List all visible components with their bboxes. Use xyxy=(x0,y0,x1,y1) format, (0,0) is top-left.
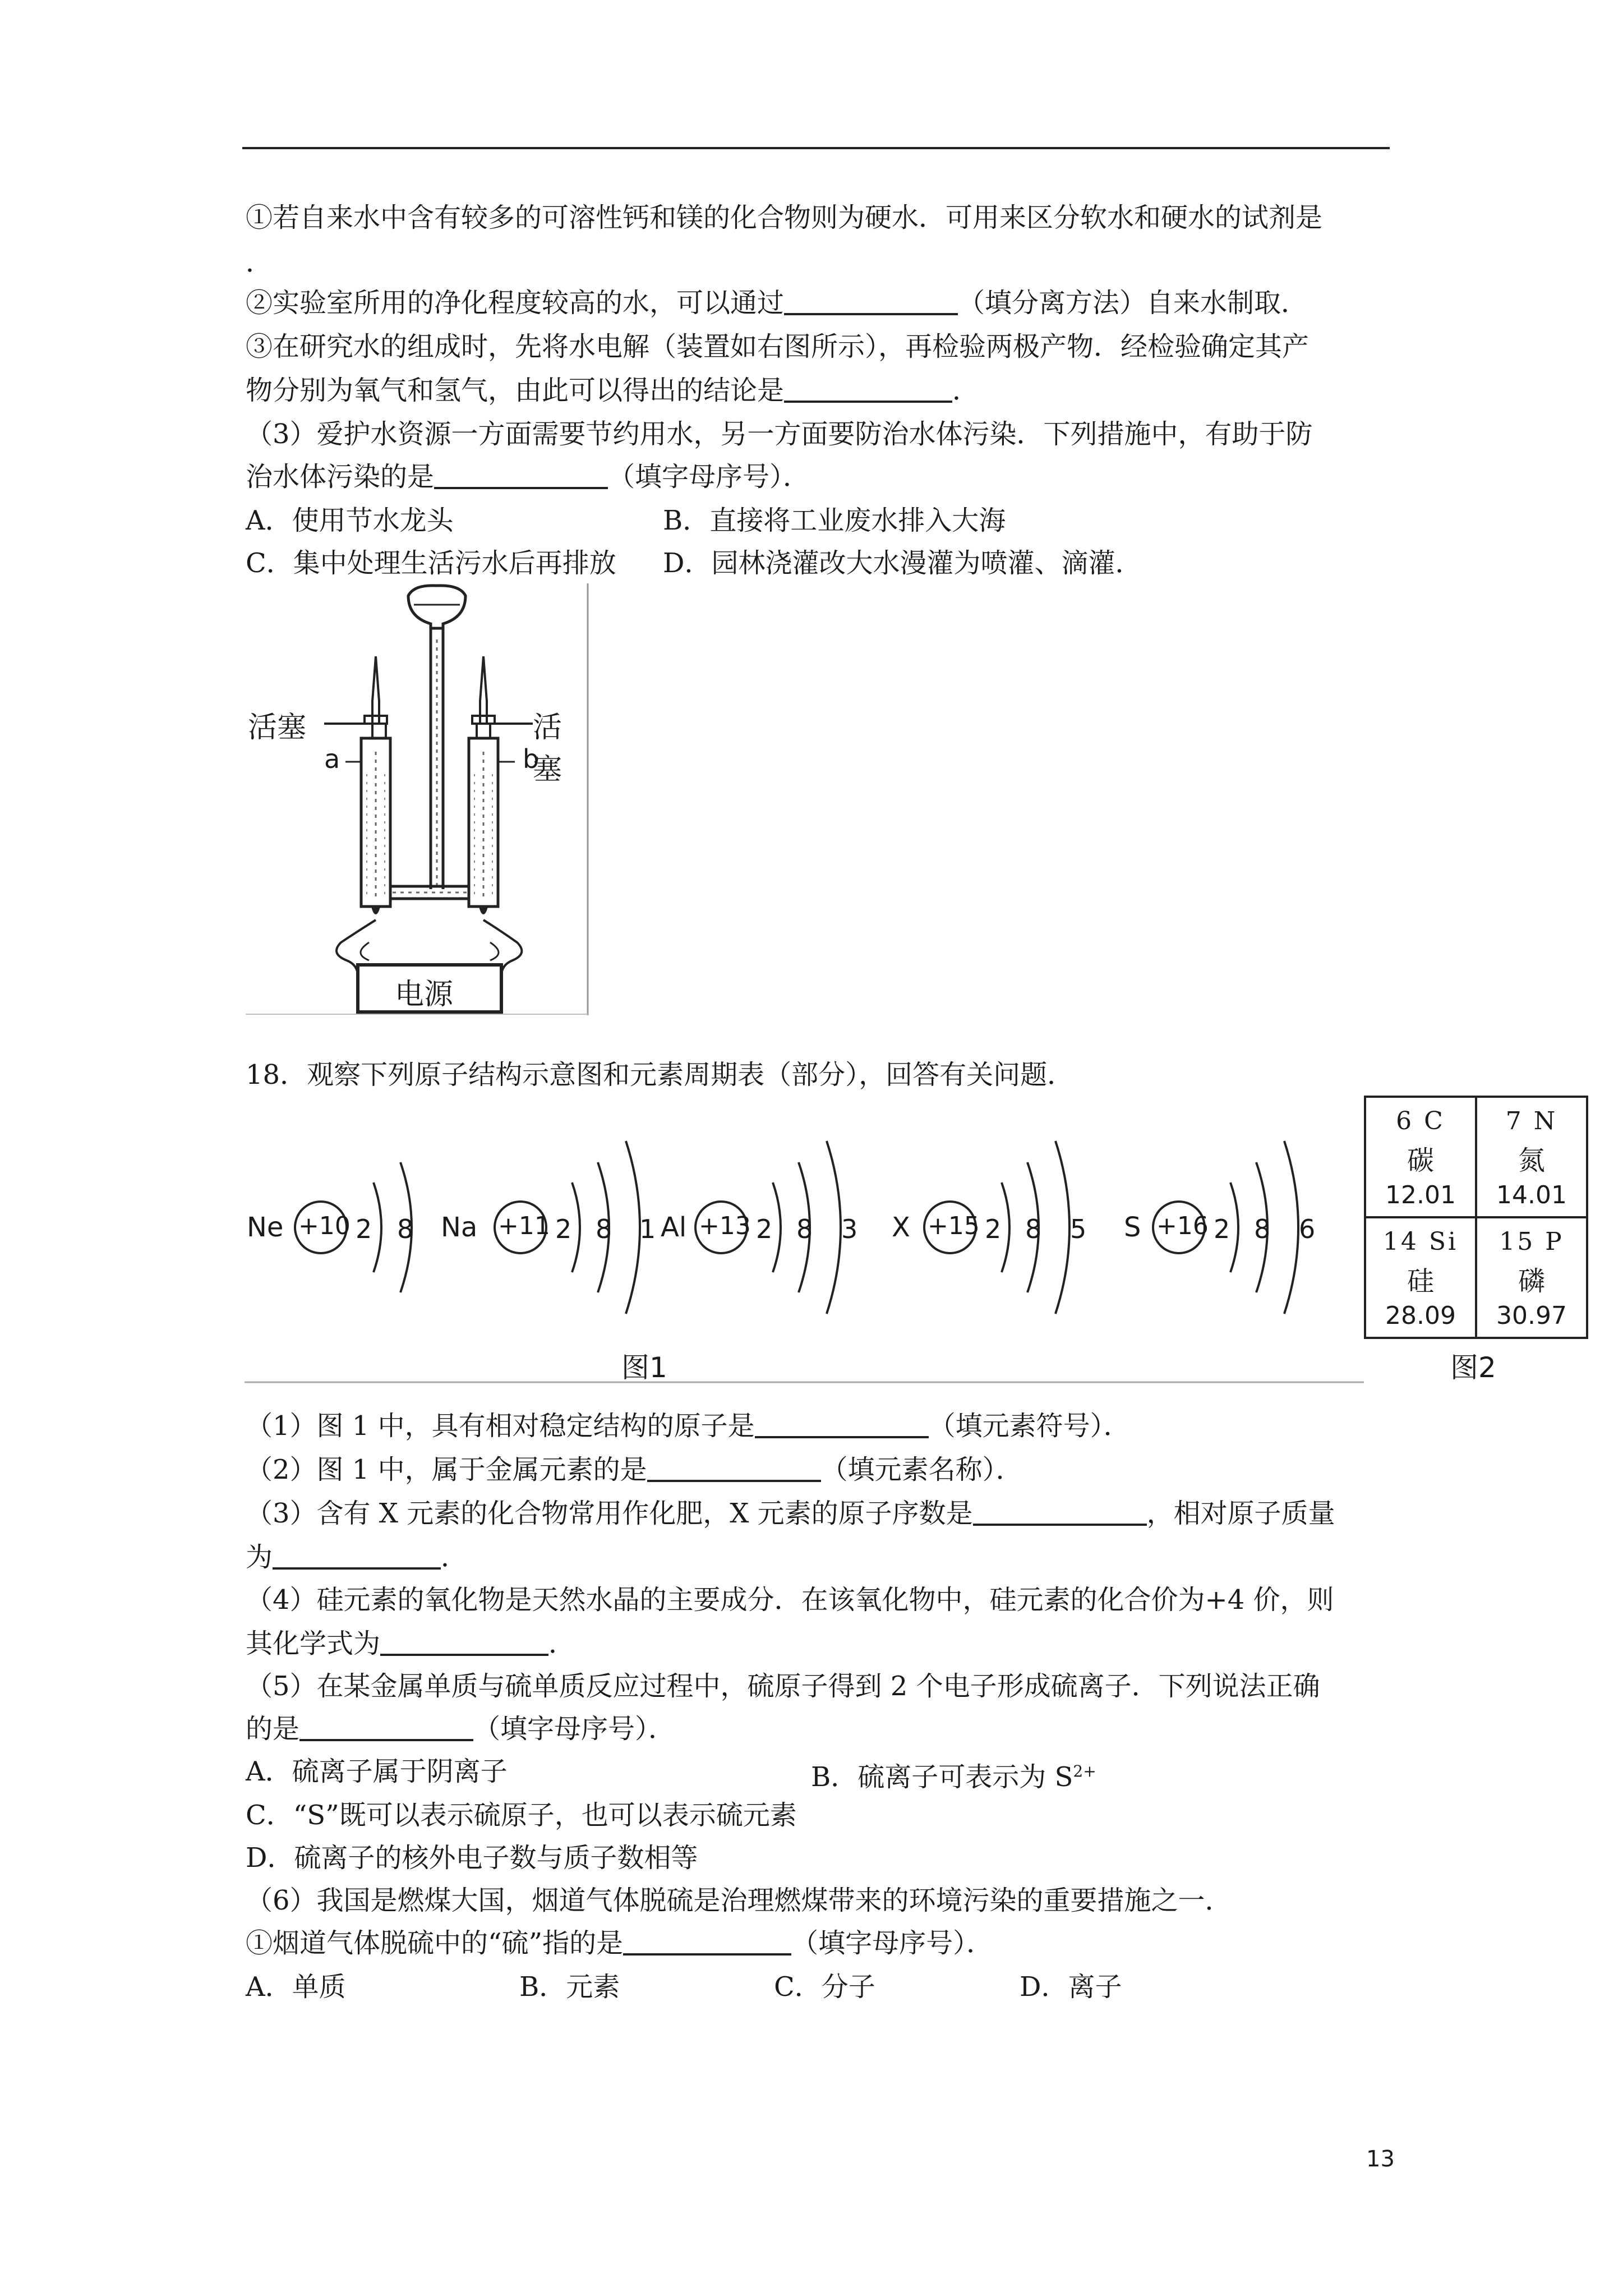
atom-symbol: Na xyxy=(441,1212,478,1243)
ion-charge-superscript: 2+ xyxy=(1073,1762,1096,1780)
nucleus-charge: +10 xyxy=(298,1212,351,1240)
sub5-option-a: A．硫离子属于阴离子 xyxy=(246,1756,508,1787)
atomic-structure-figure xyxy=(245,1116,1364,1386)
nucleus-charge: +16 xyxy=(1156,1212,1209,1240)
q18-sub-6: （6）我国是燃煤大国，烟道气体脱硫是治理燃煤带来的环境污染的重要措施之一． xyxy=(246,1885,1232,1916)
page-number: 13 xyxy=(1366,2146,1395,2172)
power-supply-label: 电源 xyxy=(395,978,454,1011)
q17-text-line-1b: ． xyxy=(246,247,273,278)
shell-electrons: 1 xyxy=(639,1214,656,1244)
shell-electrons: 6 xyxy=(1299,1214,1316,1244)
answer-blank[interactable] xyxy=(299,1714,473,1741)
answer-blank[interactable] xyxy=(647,1455,821,1482)
sub6-option-a: A．单质 xyxy=(246,1971,346,2003)
sub5-option-c: C．“S”既可以表示硫原子，也可以表示硫元素 xyxy=(246,1800,797,1831)
nucleus-charge: +15 xyxy=(928,1212,980,1240)
nucleus-charge: +11 xyxy=(498,1212,550,1240)
sub6-option-c: C．分子 xyxy=(774,1971,875,2003)
element-cell-nitrogen: 7 N 氮 14.01 xyxy=(1496,1107,1567,1209)
header-rule xyxy=(242,147,1390,149)
sub6-option-b: B．元素 xyxy=(519,1971,620,2003)
q18-sub-2: （2）图 1 中，属于金属元素的是 （填元素名称）． xyxy=(246,1454,1023,1485)
option-c: C．集中处理生活污水后再排放 xyxy=(246,547,616,579)
q17-text-line-4: 物分别为氧气和氢气，由此可以得出的结论是 ． xyxy=(246,375,980,406)
shell-electrons: 2 xyxy=(1214,1214,1230,1244)
tube-label-b: b xyxy=(523,744,540,774)
atom-symbol: Ne xyxy=(247,1212,284,1243)
answer-blank[interactable] xyxy=(380,1629,548,1656)
q18-sub-3: （3）含有 X 元素的化合物常用作化肥，X 元素的原子序数是 ，相对原子质量 xyxy=(246,1498,1335,1529)
tube-label-a: a xyxy=(324,744,340,774)
shell-electrons: 2 xyxy=(356,1214,372,1244)
shell-electrons: 8 xyxy=(1025,1214,1042,1244)
shell-electrons: 8 xyxy=(397,1214,414,1244)
element-cell-phosphorus: 15 P 磷 30.97 xyxy=(1496,1227,1567,1330)
answer-blank[interactable] xyxy=(623,1929,791,1955)
answer-blank[interactable] xyxy=(784,288,958,315)
figure-2-caption: 图2 xyxy=(1450,1351,1496,1384)
q17-text-line-6: 治水体污染的是 （填字母序号）． xyxy=(246,461,810,493)
electrolysis-apparatus-figure xyxy=(246,583,589,1015)
sub5-option-d: D．硫离子的核外电子数与质子数相等 xyxy=(246,1842,698,1874)
shell-electrons: 2 xyxy=(555,1214,572,1244)
element-cell-silicon: 14 Si 硅 28.09 xyxy=(1382,1227,1459,1330)
figure-1-caption: 图1 xyxy=(621,1351,667,1384)
shell-electrons: 8 xyxy=(596,1214,612,1244)
answer-blank[interactable] xyxy=(755,1411,929,1438)
atom-symbol: X xyxy=(892,1212,910,1243)
q17-text-line-2: ②实验室所用的净化程度较高的水，可以通过 （填分离方法）自来水制取． xyxy=(246,287,1308,319)
shell-electrons: 5 xyxy=(1070,1214,1087,1244)
option-d: D．园林浇灌改大水漫灌为喷灌、滴灌． xyxy=(663,547,1142,579)
shell-electrons: 8 xyxy=(796,1214,813,1244)
atom-symbol: Al xyxy=(661,1212,687,1243)
sub6-option-d: D．离子 xyxy=(1020,1971,1122,2003)
periodic-table-excerpt xyxy=(1364,1096,1588,1339)
atomic-structure-arcs xyxy=(245,1116,1364,1386)
q18-sub-3-cont: 为 ． xyxy=(246,1542,468,1573)
answer-blank[interactable] xyxy=(784,376,952,403)
q17-text-line-5: （3）爱护水资源一方面需要节约用水，另一方面要防治水体污染．下列措施中，有助于防 xyxy=(246,418,1313,450)
nucleus-charge: +13 xyxy=(699,1212,751,1240)
q18-sub-4: （4）硅元素的氧化物是天然水晶的主要成分．在该氧化物中，硅元素的化合价为+4 价，则 xyxy=(246,1584,1334,1616)
q18-sub-4-cont: 其化学式为 ． xyxy=(246,1628,576,1659)
atom-symbol: S xyxy=(1124,1212,1141,1243)
option-a: A．使用节水龙头 xyxy=(246,505,454,536)
answer-blank[interactable] xyxy=(273,1543,441,1570)
answer-blank[interactable] xyxy=(434,462,608,489)
q18-sub-5: （5）在某金属单质与硫单质反应过程中，硫原子得到 2 个电子形成硫离子．下列说法正确 xyxy=(246,1671,1320,1702)
shell-electrons: 2 xyxy=(985,1214,1002,1244)
q18-title: 18．观察下列原子结构示意图和元素周期表（部分），回答有关问题． xyxy=(246,1059,1075,1091)
q18-sub-6-part-1: ①烟道气体脱硫中的“硫”指的是 （填字母序号）． xyxy=(246,1927,994,1959)
q17-text-line-3: ③在研究水的组成时，先将水电解（装置如右图所示），再检验两极产物．经检验确定其产 xyxy=(246,331,1310,362)
shell-electrons: 2 xyxy=(756,1214,773,1244)
option-b: B．直接将工业废水排入大海 xyxy=(663,505,1006,536)
valve-label-left: 活塞 xyxy=(248,711,307,744)
q18-sub-1: （1）图 1 中，具有相对稳定结构的原子是 （填元素符号）． xyxy=(246,1410,1131,1442)
element-cell-carbon: 6 C 碳 12.01 xyxy=(1385,1107,1456,1209)
q18-sub-5-cont: 的是 （填字母序号）． xyxy=(246,1713,676,1745)
electrolysis-apparatus-drawing xyxy=(246,583,589,1015)
sub5-option-b: B．硫离子可表示为 $S^{2+}$ xyxy=(811,1761,1096,1793)
shell-electrons: 8 xyxy=(1254,1214,1271,1244)
q17-text-line-1: ①若自来水中含有较多的可溶性钙和镁的化合物则为硬水．可用来区分软水和硬水的试剂是 xyxy=(246,202,1323,233)
answer-blank[interactable] xyxy=(973,1499,1147,1526)
shell-electrons: 3 xyxy=(841,1214,858,1244)
valve-label-right: 活塞 xyxy=(533,711,562,786)
